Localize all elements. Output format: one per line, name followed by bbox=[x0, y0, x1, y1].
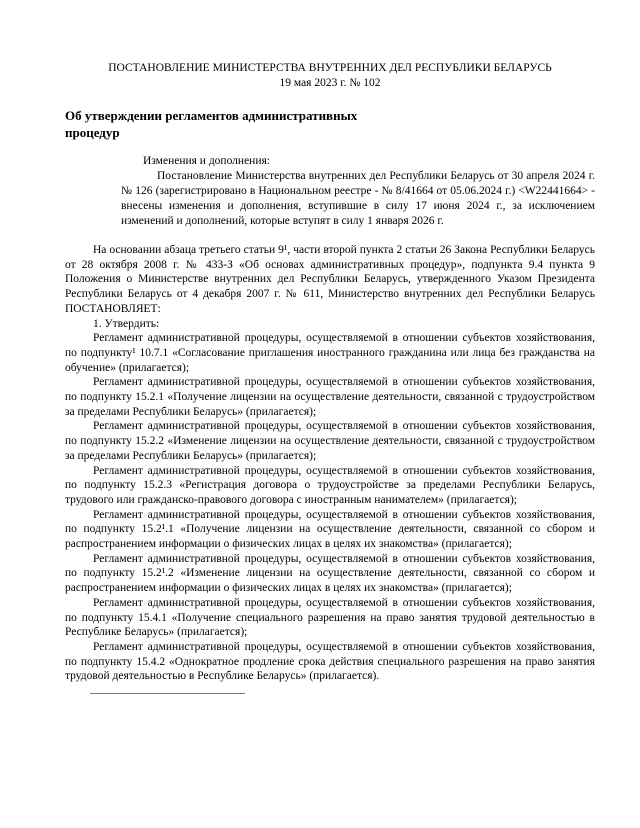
regulation-item-15-4-2: Регламент административной процедуры, осуществляемой в отношении субъектов хозяйствования, по подпункту 15.4.2 «Однократное продление срока действия специального разрешения на право занятия трудовой деятельностью в Республике Беларусь» (прилагается). bbox=[65, 640, 595, 683]
document-title: Об утверждении регламентов административных процедур bbox=[65, 108, 358, 140]
approve-clause: 1. Утвердить: bbox=[93, 317, 160, 330]
decree-date-line: 19 мая 2023 г. № 102 bbox=[279, 77, 381, 89]
amendments-label: Изменения и дополнения: bbox=[143, 155, 270, 167]
regulation-item-15-2-1-1: Регламент административной процедуры, осуществляемой в отношении субъектов хозяйствования, по подпункту 15.2¹.1 «Получение лицензии на осуществление деятельности, связанной со сбором и распространением информации о физических лицах в целях их знакомства» (прилагается); bbox=[65, 508, 595, 551]
amendments-note bbox=[121, 154, 595, 229]
regulation-item-15-2-3: Регламент административной процедуры, осуществляемой в отношении субъектов хозяйствования, по подпункту 15.2.3 «Регистрация договора о трудоустройстве за пределами Республики Беларусь, трудового или гражданско-правового договора с иностранным нанимателем» (прилагается); bbox=[65, 464, 595, 506]
amendments-text: Постановление Министерства внутренних дел Республики Беларусь от 30 апреля 2024 г. № 126 (зарегистрировано в Национальном реестре - № 8/41664 от 05.06.2024 г.) <W22441664> - внесены изменения и дополнения, вступившие в силу 17 июня 2024 г., за исключением изменений и дополнений, которые вступят в силу 1 января 2026 г. bbox=[121, 170, 595, 227]
regulation-item-15-4-1: Регламент административной процедуры, осуществляемой в отношении субъектов хозяйствования, по подпункту 15.4.1 «Получение специального разрешения на право занятия трудовой деятельностью в Республике Беларусь» (прилагается); bbox=[65, 596, 595, 639]
regulation-item-15-2-1: Регламент административной процедуры, осуществляемой в отношении субъектов хозяйствования, по подпункту 15.2.1 «Получение лицензии на осуществление деятельности, связанной с трудоустройством за пределами Республики Беларусь» (прилагается); bbox=[65, 376, 595, 418]
regulation-item-15-2-2: Регламент административной процедуры, осуществляемой в отношении субъектов хозяйствования, по подпункту 15.2.2 «Изменение лицензии на осуществление деятельности, связанной с трудоустройством за пределами Республики Беларусь» (прилагается); bbox=[65, 420, 595, 462]
document-body bbox=[65, 243, 595, 684]
regulation-item-15-2-1-2: Регламент административной процедуры, осуществляемой в отношении субъектов хозяйствования, по подпункту 15.2¹.2 «Изменение лицензии на осуществление деятельности, связанной со сбором и распространением информации о физических лицах в целях их знакомства» (прилагается); bbox=[65, 552, 595, 595]
decree-header-line: ПОСТАНОВЛЕНИЕ МИНИСТЕРСТВА ВНУТРЕННИХ ДЕЛ РЕСПУБЛИКИ БЕЛАРУСЬ bbox=[108, 62, 552, 74]
preamble-paragraph: На основании абзаца третьего статьи 9¹, части второй пункта 2 статьи 26 Закона Республики Беларусь от 28 октября 2008 г. № 433-З «Об основах административных процедур», подпункта 9.4 пункта 9 Положения о Министерстве внутренних дел Республики Беларусь, утвержденного Указом Президента Республики Беларусь от 4 декабря 2007 г. № 611, Министерство внутренних дел Республики Беларусь ПОСТАНОВЛЯЕТ: bbox=[65, 244, 595, 315]
document-header bbox=[65, 61, 595, 91]
regulation-item-10-7-1: Регламент административной процедуры, осуществляемой в отношении субъектов хозяйствования, по подпункту¹ 10.7.1 «Согласование приглашения иностранного гражданина или лица без гражданства на обучение» (прилагается); bbox=[65, 332, 595, 374]
footnote-divider bbox=[90, 693, 245, 694]
